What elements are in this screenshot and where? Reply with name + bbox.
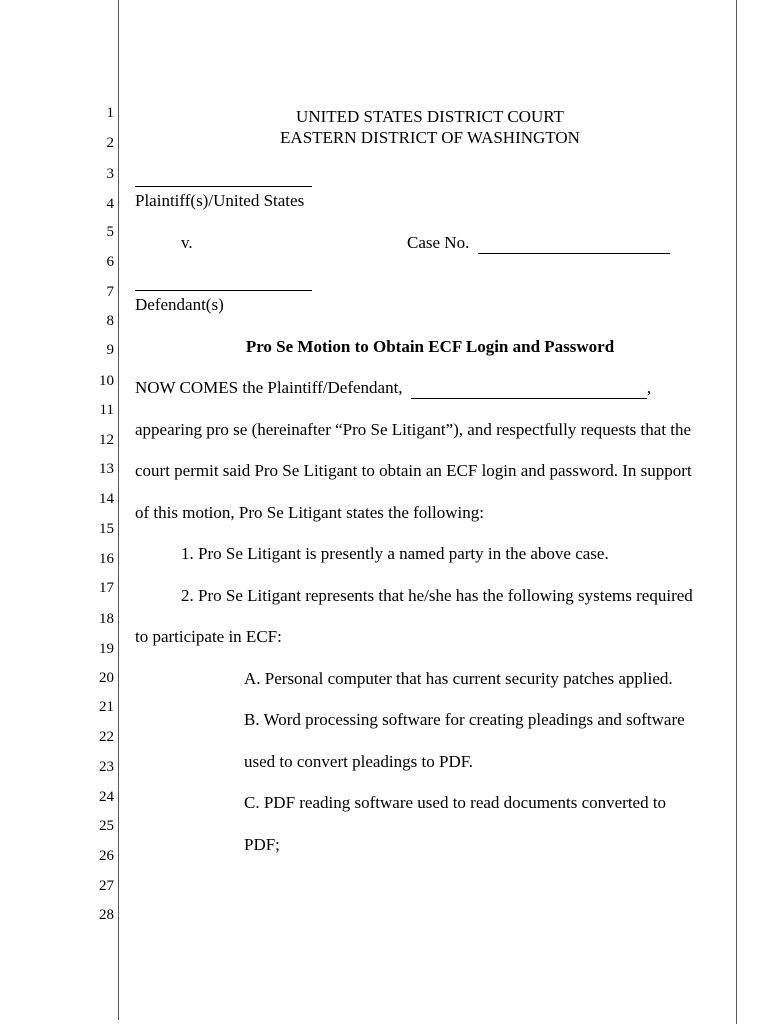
defendant-name-blank[interactable] [135,290,312,291]
motion-intro [135,378,651,399]
line-number: 23 [99,759,114,775]
court-name: UNITED STATES DISTRICT COURT [296,107,564,126]
line-number: 26 [99,848,114,864]
sub-item-continued: used to convert pleadings to PDF. [244,752,474,771]
plaintiff-label: Plaintiff(s)/United States [135,191,305,210]
line-number: 7 [106,284,114,300]
case-number-blank[interactable] [478,233,670,254]
party-name-blank[interactable] [411,378,647,399]
sub-item-continued: PDF; [244,835,280,854]
line-number: 19 [99,641,114,657]
line-number: 6 [106,254,114,270]
line-number: 2 [106,135,114,151]
body-line: appearing pro se (hereinafter “Pro Se Litigant”), and respectfully requests that the [135,420,692,439]
line-number: 4 [106,196,114,212]
line-number: 27 [99,878,114,894]
versus-label: v. [181,233,193,252]
line-number: 14 [99,491,114,507]
line-number: 13 [99,461,114,477]
list-item-continued: to participate in ECF: [135,627,282,646]
motion-title: Pro Se Motion to Obtain ECF Login and Password [245,337,615,356]
line-number: 16 [99,551,114,567]
line-number: 21 [99,699,114,715]
line-number: 18 [99,611,114,627]
left-margin-rule [118,0,119,1020]
list-item: 1. Pro Se Litigant is presently a named party in the above case. [181,544,609,563]
right-margin-rule [736,0,737,1024]
line-number: 10 [99,373,114,389]
motion-intro-text: NOW COMES the Plaintiff/Defendant, [135,378,403,397]
court-district: EASTERN DISTRICT OF WASHINGTON [280,128,580,147]
case-number-field [407,233,670,254]
body-line: court permit said Pro Se Litigant to obtain an ECF login and password. In support [135,461,692,480]
line-number: 5 [106,224,114,240]
line-number: 25 [99,818,114,834]
line-number: 28 [99,907,114,923]
line-number: 12 [99,432,114,448]
line-number: 20 [99,670,114,686]
line-number: 24 [99,789,114,805]
line-number: 15 [99,521,114,537]
defendant-label: Defendant(s) [135,295,224,314]
plaintiff-name-blank[interactable] [135,186,312,187]
line-number: 17 [99,580,114,596]
case-number-label: Case No. [407,233,470,252]
line-number: 1 [106,105,114,121]
sub-item: B. Word processing software for creating pleadings and software [244,710,685,729]
sub-item: C. PDF reading software used to read documents converted to [244,793,667,812]
motion-intro-comma: , [646,378,652,397]
line-number: 8 [106,313,114,329]
list-item: 2. Pro Se Litigant represents that he/she has the following systems required [181,586,693,605]
line-number: 3 [106,166,114,182]
line-number: 9 [106,342,114,358]
line-number: 22 [99,729,114,745]
line-number: 11 [99,402,114,418]
body-line: of this motion, Pro Se Litigant states the following: [135,503,484,522]
sub-item: A. Personal computer that has current security patches applied. [244,669,673,688]
